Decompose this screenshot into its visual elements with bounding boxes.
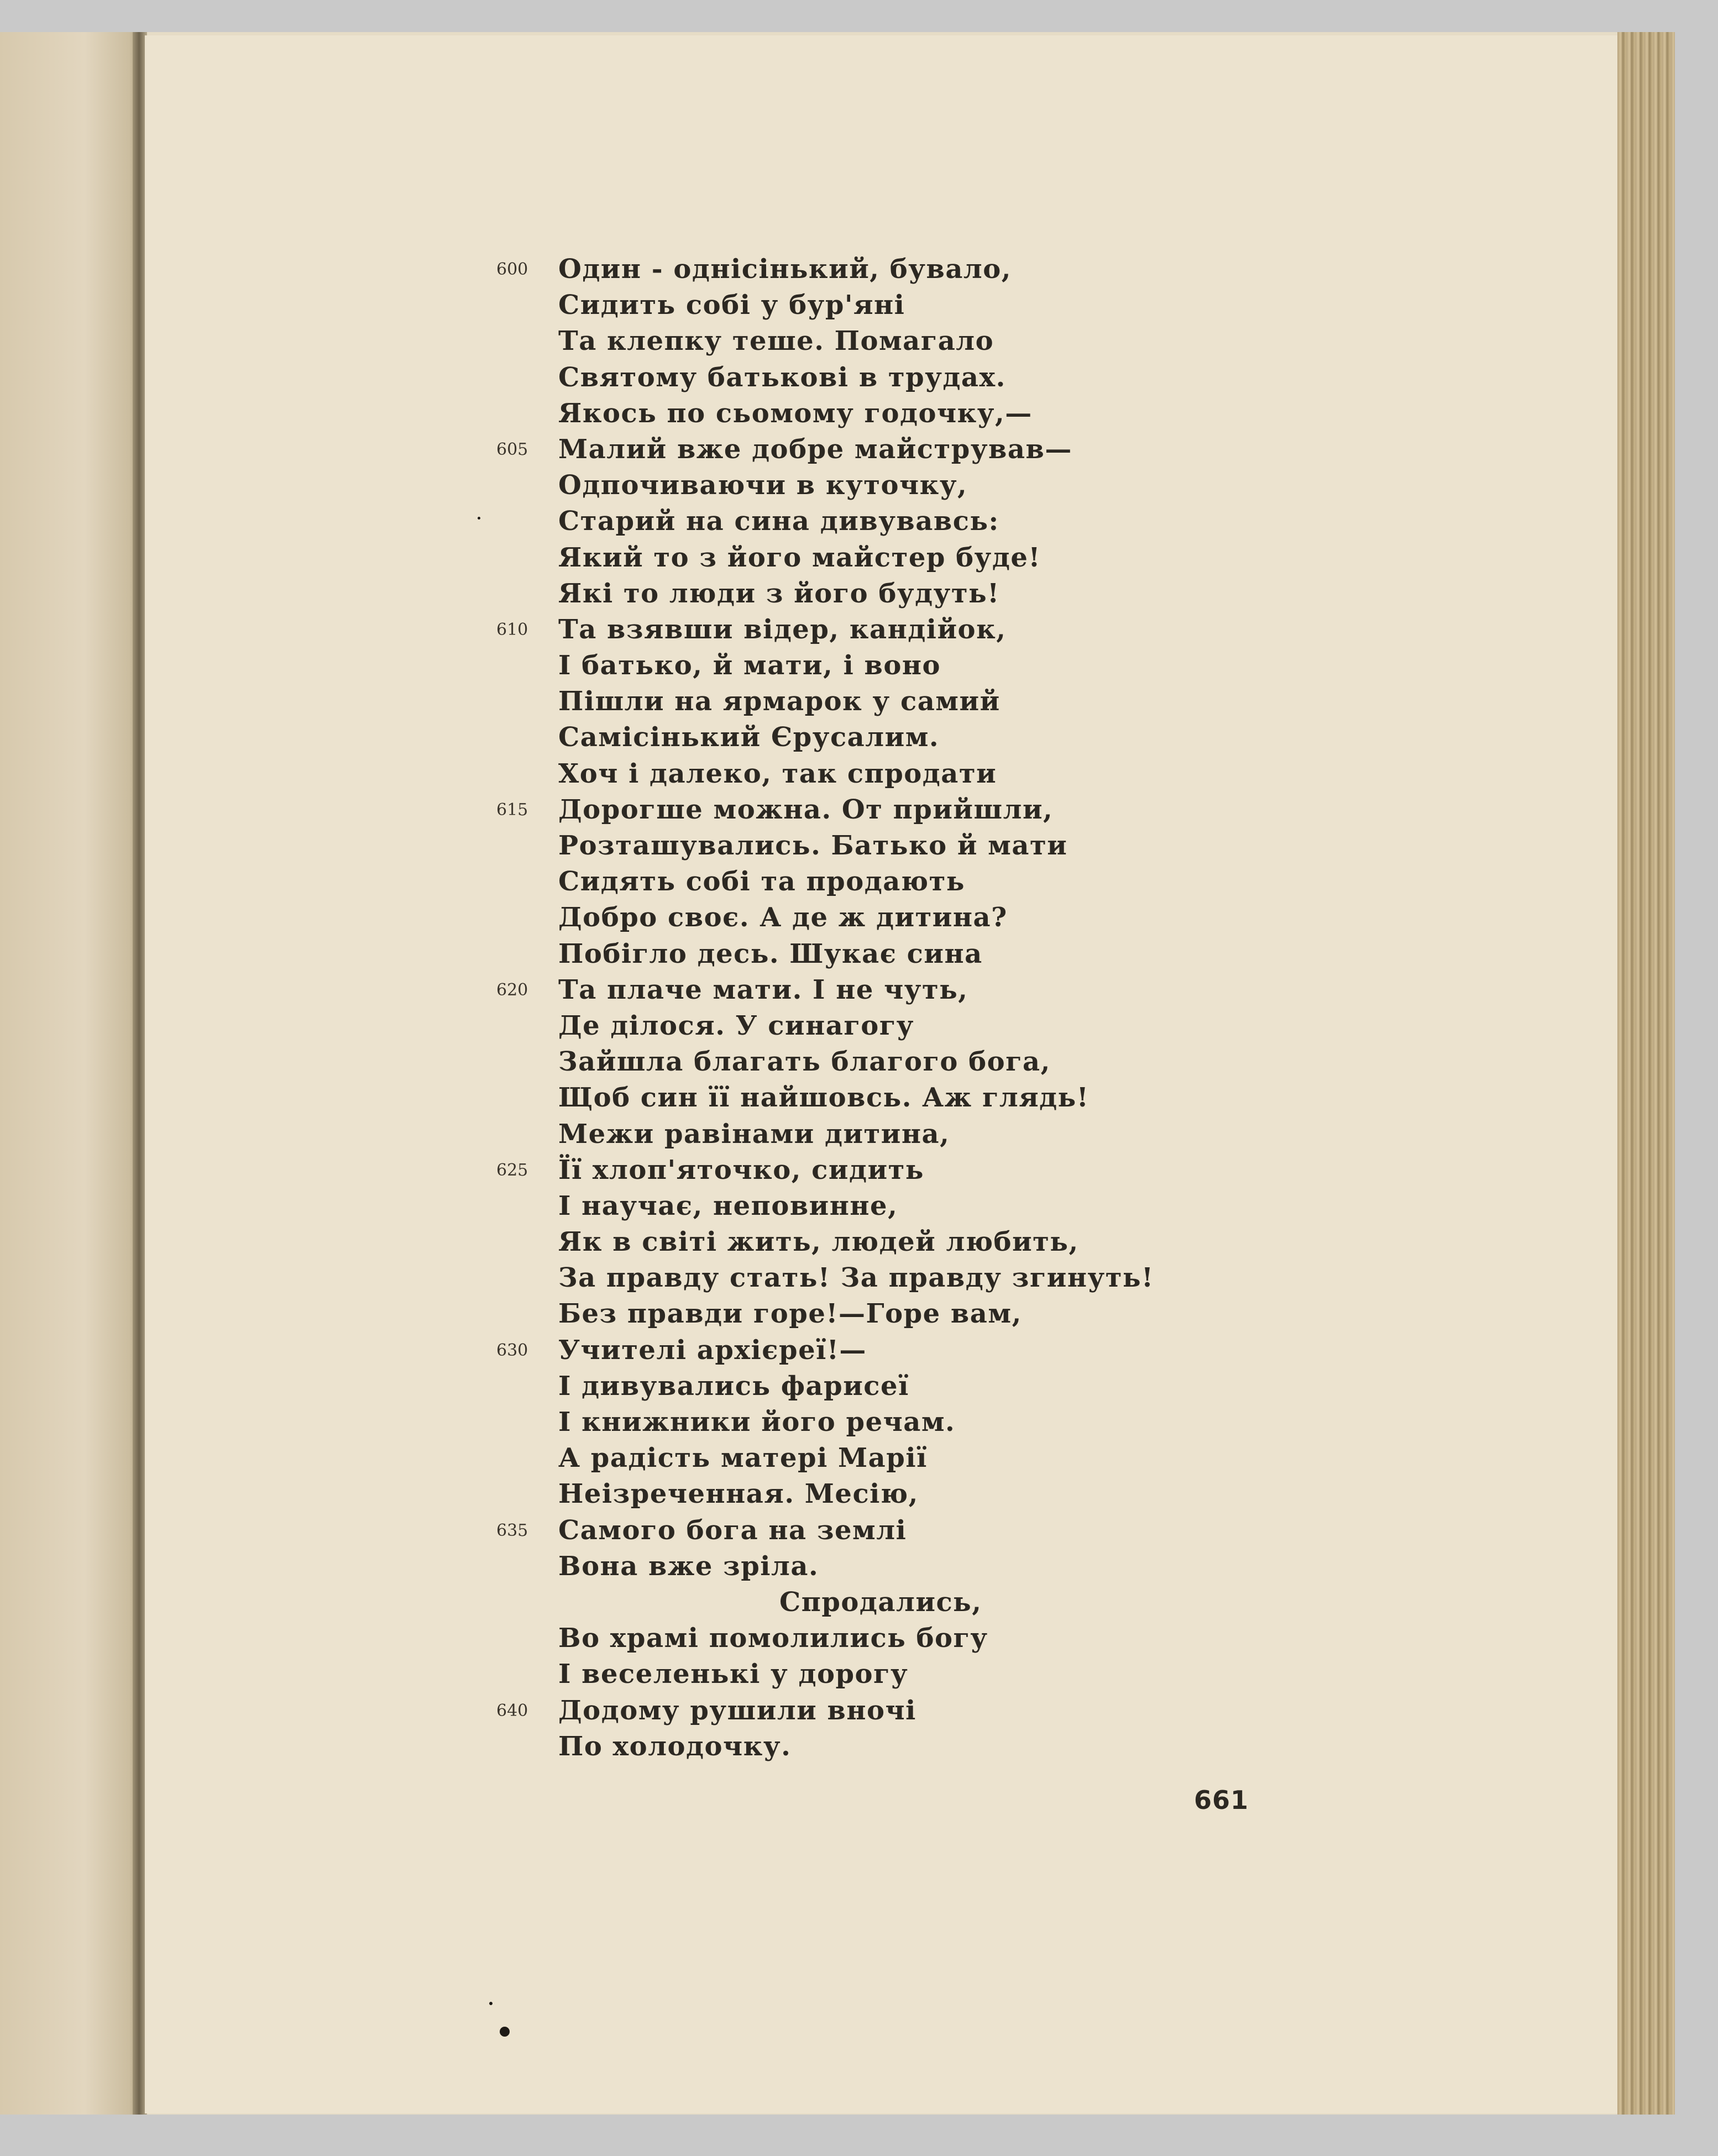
verse-line <box>558 900 1154 936</box>
line-text: Якось по сьомому годочку,— <box>558 397 1033 429</box>
verse-line <box>558 323 1154 359</box>
line-number: 630 <box>496 1340 528 1360</box>
verse-line <box>496 1333 1154 1368</box>
line-text: Пішли на ярмарок у самий <box>558 686 1001 717</box>
line-text: Вона вже зріла. <box>558 1550 819 1582</box>
line-text: Її хлоп'яточко, сидить <box>558 1154 924 1185</box>
poem-text <box>496 251 1154 1765</box>
line-text: І дивувались фарисеї <box>558 1370 909 1402</box>
verse-line <box>496 972 1154 1008</box>
verse-line <box>558 1404 1154 1440</box>
line-text: Дорогше можна. От прийшли, <box>558 794 1054 825</box>
line-text: Малий вже добре майстрував— <box>558 433 1072 465</box>
verse-line <box>558 1729 1154 1765</box>
line-text: І веселенькі у дорогу <box>558 1659 909 1690</box>
verse-line <box>558 720 1154 756</box>
verse-line <box>558 576 1154 612</box>
line-text: Та взявши відер, кандійок, <box>558 613 1007 645</box>
verse-line <box>558 648 1154 684</box>
line-text: Спродались, <box>779 1586 982 1618</box>
line-text: Та плаче мати. І не чуть, <box>558 974 968 1005</box>
line-text: Який то з його майстер буде! <box>558 542 1041 573</box>
verse-line <box>558 360 1154 396</box>
verse-line <box>558 1044 1154 1080</box>
line-text: Без правди горе!—Горе вам, <box>558 1298 1022 1330</box>
line-number: 640 <box>496 1701 528 1720</box>
page-number: 661 <box>1194 1785 1249 1815</box>
line-number: 610 <box>496 620 528 639</box>
verse-line <box>558 936 1154 972</box>
verse-line <box>558 1188 1154 1224</box>
line-text: Во храмі помолились богу <box>558 1623 988 1654</box>
line-text: Побігло десь. Шукає сина <box>558 938 983 969</box>
verse-line <box>558 396 1154 432</box>
line-text: Де ділося. У синагогу <box>558 1010 914 1041</box>
line-text: Добро своє. А де ж дитина? <box>558 902 1008 933</box>
line-text: Один - однісінький, бувало, <box>558 254 1012 285</box>
verse-line <box>558 1620 1154 1656</box>
verse-line <box>558 684 1154 720</box>
line-text: І батько, й мати, і воно <box>558 650 941 681</box>
line-text: Та клепку теше. Помагало <box>558 326 994 357</box>
line-text: За правду стать! За правду згинуть! <box>558 1262 1154 1294</box>
verse-line <box>558 864 1154 900</box>
verse-line <box>496 1693 1154 1729</box>
verse-line <box>496 1513 1154 1549</box>
verse-line <box>558 1585 1154 1620</box>
verse-line <box>558 503 1154 539</box>
line-text: Учителі архієреї!— <box>558 1334 867 1366</box>
verse-line <box>558 756 1154 792</box>
line-text: Святому батькові в трудах. <box>558 361 1006 393</box>
line-text: Зайшла благать благого бога, <box>558 1046 1051 1078</box>
line-text: Межи равінами дитина, <box>558 1118 950 1150</box>
line-text: Самого бога на землі <box>558 1514 907 1546</box>
line-number: 615 <box>496 800 528 820</box>
line-text: По холодочку. <box>558 1730 792 1762</box>
verse-line <box>496 612 1154 648</box>
line-text: Сидить собі у бур'яні <box>558 290 905 321</box>
line-number: 625 <box>496 1160 528 1180</box>
verse-line <box>496 792 1154 828</box>
ink-speck <box>500 2027 510 2037</box>
verse-line <box>558 1008 1154 1044</box>
verse-line <box>558 828 1154 864</box>
verse-line <box>558 287 1154 323</box>
line-text: І книжники його речам. <box>558 1407 956 1438</box>
verse-line <box>558 468 1154 503</box>
line-text: Одпочиваючи в куточку, <box>558 470 968 501</box>
verse-line <box>558 1116 1154 1152</box>
line-text: Неізреченная. Месію, <box>558 1478 919 1510</box>
line-text: Самісінький Єрусалим. <box>558 722 940 753</box>
verse-line <box>558 540 1154 576</box>
verse-line <box>558 1440 1154 1476</box>
ink-speck <box>489 2002 493 2005</box>
line-text: Щоб син її найшовсь. Аж глядь! <box>558 1082 1090 1114</box>
verse-line <box>558 1549 1154 1585</box>
verse-line <box>558 1296 1154 1332</box>
verse-line <box>558 1476 1154 1512</box>
verse-line <box>558 1656 1154 1692</box>
line-text: Хоч і далеко, так спродати <box>558 758 997 789</box>
line-text: Розташувались. Батько й мати <box>558 830 1068 861</box>
line-text: І научає, неповинне, <box>558 1190 898 1221</box>
line-text: Старий на сина дивувавсь: <box>558 506 999 537</box>
page-stack-edge <box>1617 32 1675 2115</box>
line-text: Як в світі жить, людей любить, <box>558 1226 1079 1258</box>
line-text: А радість матері Марії <box>558 1442 928 1474</box>
line-number: 620 <box>496 980 528 1000</box>
line-text: Сидять собі та продають <box>558 866 965 898</box>
verse-line <box>496 251 1154 287</box>
verse-line <box>558 1260 1154 1296</box>
verse-line <box>496 432 1154 468</box>
line-number: 600 <box>496 260 528 279</box>
verse-line <box>496 1152 1154 1188</box>
ink-speck <box>478 517 480 520</box>
line-text: Додому рушили вночі <box>558 1695 916 1726</box>
verse-line <box>558 1224 1154 1260</box>
verse-line <box>558 1080 1154 1116</box>
left-page-edge <box>0 32 141 2115</box>
line-number: 635 <box>496 1520 528 1540</box>
verse-line <box>558 1368 1154 1404</box>
line-text: Які то люди з його будуть! <box>558 578 1000 609</box>
line-number: 605 <box>496 439 528 459</box>
